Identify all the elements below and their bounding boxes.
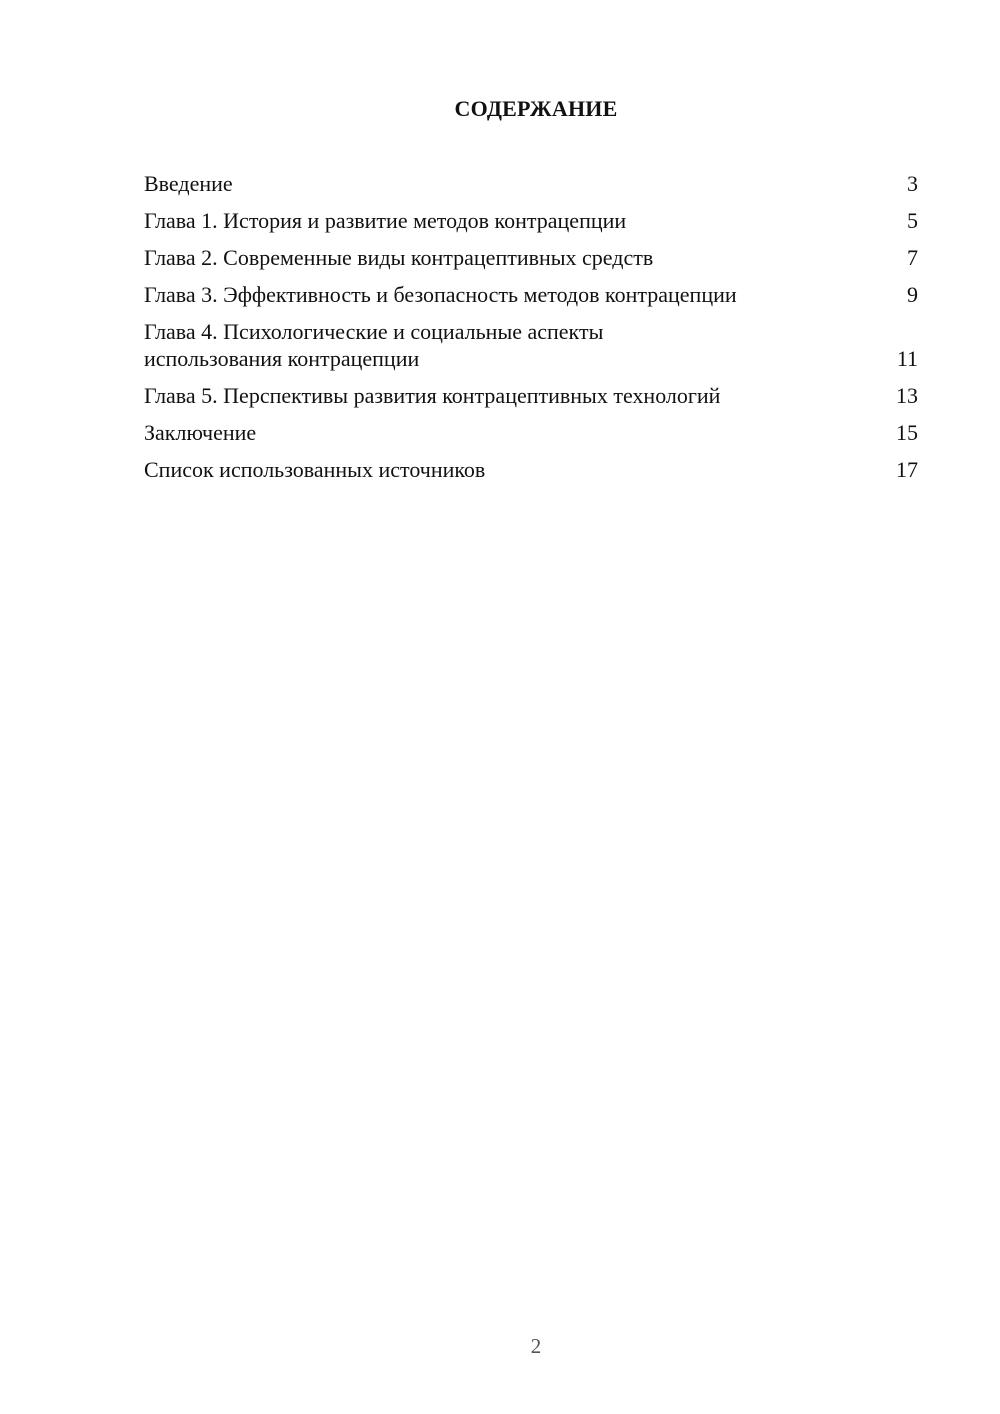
toc-entry-label: Глава 5. Перспективы развития контрацептивных технологий <box>144 383 721 408</box>
toc-entry-chapter-5 <box>144 382 918 409</box>
toc-entry-label: Список использованных источников <box>144 457 486 482</box>
toc-entry-conclusion <box>144 419 918 446</box>
toc-entry-label: Глава 4. Психологические и социальные аспекты использования контрацепции <box>144 319 604 371</box>
toc-entry-page: 17 <box>896 457 918 482</box>
toc-entry-page: 15 <box>896 420 918 445</box>
toc-entry-chapter-2 <box>144 244 918 271</box>
toc-entry-label: Глава 1. История и развитие методов контрацепции <box>144 208 627 233</box>
toc-entry-chapter-4 <box>144 318 918 372</box>
toc-entry-label: Заключение <box>144 420 257 445</box>
page-number: 2 <box>530 1334 542 1358</box>
toc-title: СОДЕРЖАНИЕ <box>454 96 618 121</box>
toc-entry-chapter-3 <box>144 281 918 308</box>
toc-entry-page: 5 <box>907 208 918 233</box>
toc-entry-label: Глава 2. Современные виды контрацептивных средств <box>144 245 654 270</box>
table-of-contents <box>144 170 918 493</box>
toc-entry-page: 3 <box>907 171 918 196</box>
toc-entry-references <box>144 456 918 483</box>
toc-entry-label: Введение <box>144 171 233 196</box>
toc-entry-page: 11 <box>896 346 918 371</box>
toc-entry-chapter-1 <box>144 207 918 234</box>
toc-entry-page: 7 <box>907 245 918 270</box>
toc-entry-page: 9 <box>907 282 918 307</box>
toc-entry-label: Глава 3. Эффективность и безопасность методов контрацепции <box>144 282 737 307</box>
toc-entry-introduction <box>144 170 918 197</box>
toc-entry-page: 13 <box>896 383 918 408</box>
